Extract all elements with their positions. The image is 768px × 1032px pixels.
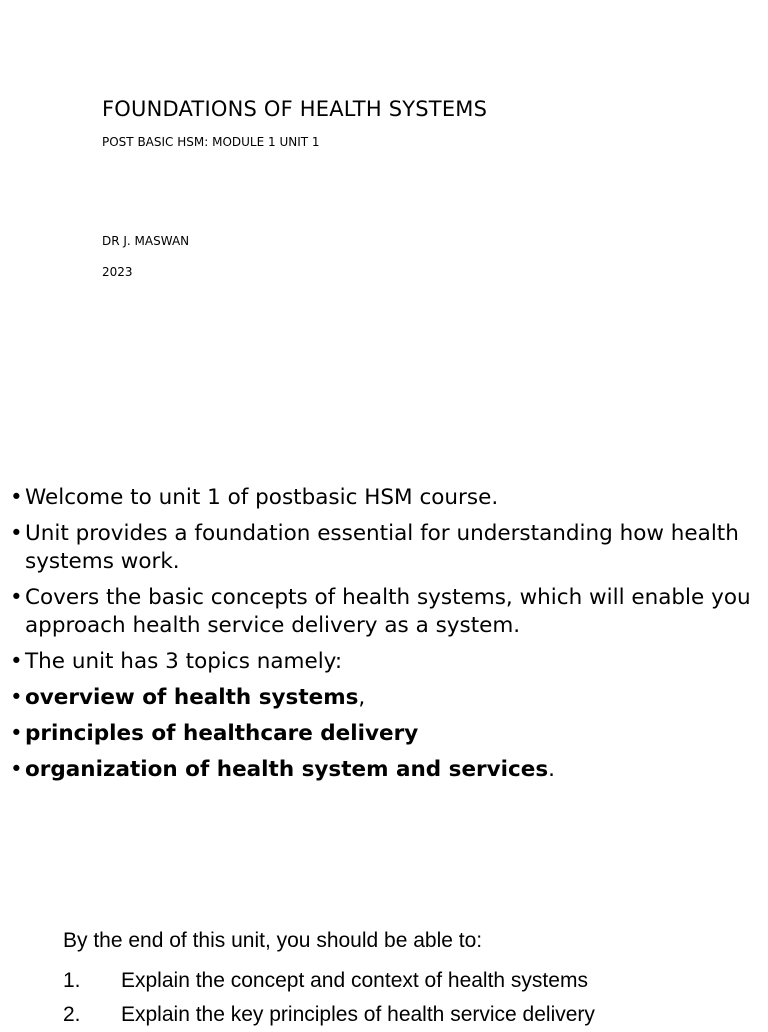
- objective-number: 2.: [63, 1003, 81, 1026]
- bullet-list: [10, 484, 760, 792]
- bullet-item: [10, 484, 760, 512]
- bullet-icon: •: [10, 585, 23, 610]
- document-title: FOUNDATIONS OF HEALTH SYSTEMS: [102, 97, 488, 121]
- document-year: 2023: [102, 265, 133, 279]
- topic-text: principles of healthcare delivery: [25, 721, 419, 746]
- objective-item: [63, 998, 595, 1032]
- objective-text: Explain the concept and context of health systems: [121, 969, 588, 992]
- bullet-item: [10, 584, 760, 640]
- bullet-slide: [0, 470, 768, 870]
- objectives-list: [63, 964, 595, 1032]
- bullet-icon: •: [10, 757, 23, 782]
- topic-item: [10, 756, 760, 784]
- bullet-text: Welcome to unit 1 of postbasic HSM course.: [25, 485, 499, 510]
- title-slide: [0, 0, 768, 430]
- bullet-item: [10, 648, 760, 676]
- document-subtitle: POST BASIC HSM: MODULE 1 UNIT 1: [102, 135, 320, 149]
- bullet-icon: •: [10, 485, 23, 510]
- bullet-item: [10, 520, 760, 576]
- topic-item: [10, 720, 760, 748]
- bullet-suffix: .: [548, 757, 556, 782]
- topic-text: organization of health system and services: [25, 757, 549, 782]
- topic-item: [10, 684, 760, 712]
- bullet-text: The unit has 3 topics namely:: [25, 649, 343, 674]
- topic-text: overview of health systems: [25, 685, 359, 710]
- author-name: DR J. MASWAN: [102, 234, 190, 248]
- bullet-icon: •: [10, 649, 23, 674]
- bullet-suffix: ,: [358, 685, 366, 710]
- bullet-icon: •: [10, 521, 23, 546]
- objectives-slide: [0, 900, 768, 1024]
- objective-number: 1.: [63, 969, 81, 992]
- objective-item: [63, 964, 595, 998]
- objectives-intro: By the end of this unit, you should be able to:: [63, 929, 483, 952]
- bullet-text: Covers the basic concepts of health systems, which will enable you approach health service delivery as a system.: [25, 585, 751, 638]
- bullet-icon: •: [10, 685, 23, 710]
- bullet-icon: •: [10, 721, 23, 746]
- bullet-text: Unit provides a foundation essential for understanding how health systems work.: [25, 521, 739, 574]
- objective-text: Explain the key principles of health service delivery: [121, 1003, 595, 1026]
